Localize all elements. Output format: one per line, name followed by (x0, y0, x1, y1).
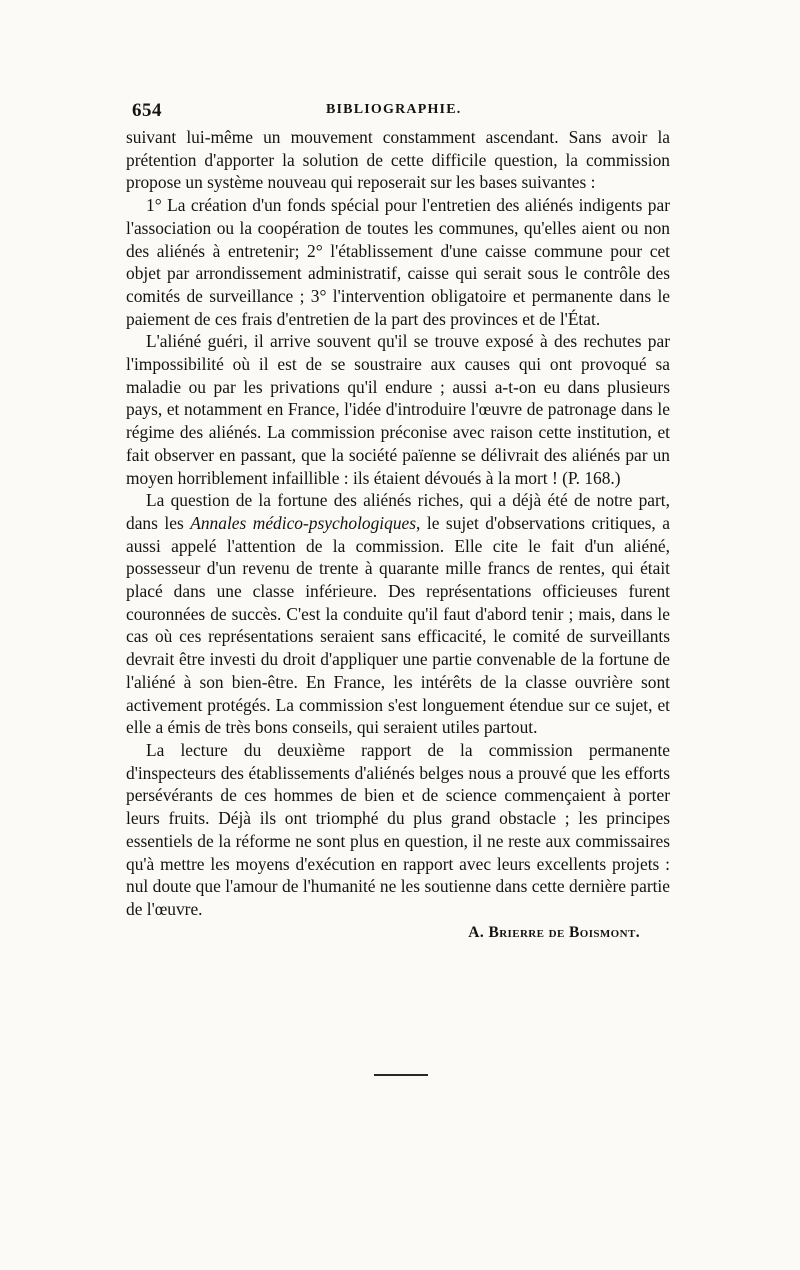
paragraph (126, 194, 670, 330)
author-initial: A. (468, 923, 485, 941)
paragraph (126, 489, 670, 739)
paragraph (126, 330, 670, 489)
paragraph-text: La lecture du deuxième rapport de la commission permanente d'inspecteurs des établissements d'aliénés belges nous a prouvé que les efforts persévérants de ces hommes de bien et de science commençaient à porter leurs fruits. Déjà ils ont triomphé du plus grand obstacle ; les principes essentiels de la réforme ne sont plus en question, il ne reste aux commissaires qu'à mettre les moyens d'exécution en rapport avec leurs excellents projets : nul doute que l'amour de l'humanité ne les soutienne dans cette dernière partie de l'œuvre. (126, 739, 670, 919)
paragraph (126, 126, 670, 194)
page-header (126, 100, 670, 126)
paragraph (126, 739, 670, 921)
paragraph-text: , le sujet d'observations critiques, a aussi appelé l'attention de la commission. Elle cite le fait d'un aliéné, possesseur d'un revenu de trente à quarante mille francs de rentes, qui était placé dans une classe inférieure. Des représentations officieuses furent couronnées de succès. C'est la conduite qu'il faut d'abord tenir ; mais, dans le cas où ces représentations seraient sans efficacité, le comité de surveillants devrait être investi du droit d'appliquer une partie convenable de la fortune de l'aliéné à son bien-être. En France, les intérêts de la classe ouvrière sont activement protégés. La commission s'est longuement étendue sur ce sujet, et elle a émis de très bons conseils, qui seraient utiles partout. (126, 512, 670, 738)
author-signature (126, 921, 670, 945)
paragraph-text: suivant lui-même un mouvement constamment ascendant. Sans avoir la prétention d'apporter la solution de cette difficile question, la commission propose un système nouveau qui reposerait sur les bases suivantes : (126, 127, 670, 193)
italic-title: Annales médico-psychologiques (190, 512, 417, 533)
paragraph-text: 1° La création d'un fonds spécial pour l'entretien des aliénés indigents par l'association ou la coopération de toutes les communes, qu'elles aient ou non des aliénés à entretenir; 2° l'établissement d'une caisse commune pour cet objet par arrondissement administratif, caisse qui serait sous le contrôle des comités de surveillance ; 3° l'intervention obligatoire et permanente dans le paiement de ces frais d'entretien de la part des provinces et de l'État. (126, 195, 670, 329)
text-body (126, 126, 670, 921)
author-name: Brierre de Boismont. (488, 923, 640, 941)
paragraph-text: L'aliéné guéri, il arrive souvent qu'il se trouve exposé à des rechutes par l'impossibilité où il est de se soustraire aux causes qui ont provoqué sa maladie ou par les privations qu'il endure ; aussi a-t-on eu dans plusieurs pays, et notamment en France, l'idée d'introduire l'œuvre de patronage dans le régime des aliénés. La commission préconise avec raison cette institution, et fait observer en passant, que la société païenne se délivrait des aliénés par un moyen horriblement infaillible : ils étaient dévoués à la mort ! (P. 168.) (126, 331, 670, 488)
page-body (126, 100, 670, 945)
running-title: BIBLIOGRAPHIE. (326, 102, 462, 117)
page-number: 654 (132, 100, 162, 121)
paragraph-text: La question de la fortune des aliénés riches, qui a déjà été de notre part, dans les (126, 490, 670, 533)
end-rule (374, 1074, 428, 1076)
